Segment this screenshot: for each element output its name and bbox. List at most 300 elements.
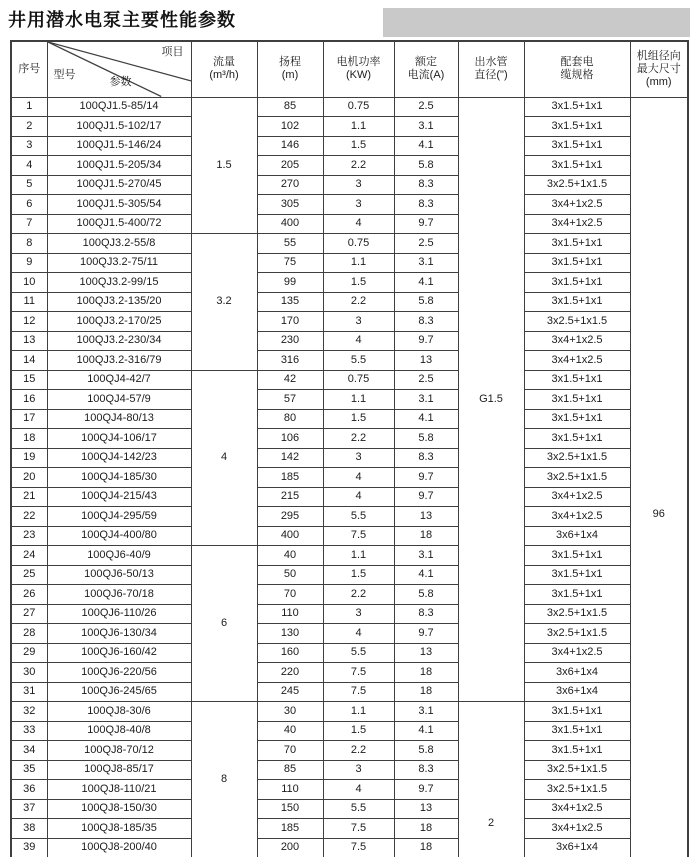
- cell-current: 13: [394, 643, 458, 663]
- cell-cable: 3x2.5+1x1.5: [524, 448, 630, 468]
- header-dim-line1: 机组径向: [636, 49, 681, 62]
- cell-current: 13: [394, 507, 458, 527]
- cell-power: 2.2: [323, 292, 394, 312]
- cell-current: 9.7: [394, 468, 458, 488]
- cell-power: 2.2: [323, 585, 394, 605]
- cell-index: 30: [11, 663, 47, 683]
- cell-power: 1.1: [323, 117, 394, 137]
- cell-cable: 3x2.5+1x1.5: [524, 312, 630, 332]
- cell-index: 39: [11, 838, 47, 857]
- cell-cable: 3x4+1x2.5: [524, 799, 630, 819]
- cell-power: 5.5: [323, 351, 394, 371]
- cell-flow-group: 8: [191, 702, 257, 857]
- cell-power: 7.5: [323, 526, 394, 546]
- cell-power: 2.2: [323, 156, 394, 176]
- cell-cable: 3x4+1x2.5: [524, 819, 630, 839]
- cell-index: 23: [11, 526, 47, 546]
- cell-model: 100QJ4-185/30: [47, 468, 191, 488]
- cell-head: 70: [257, 741, 323, 761]
- cell-model: 100QJ8-185/35: [47, 819, 191, 839]
- cell-cable: 3x4+1x2.5: [524, 507, 630, 527]
- cell-head: 316: [257, 351, 323, 371]
- header-corner-model: 型号: [53, 69, 76, 81]
- table-body: [11, 97, 688, 857]
- performance-table: [10, 40, 689, 857]
- table-row: [11, 526, 688, 546]
- cell-index: 25: [11, 565, 47, 585]
- cell-model: 100QJ3.2-75/11: [47, 253, 191, 273]
- cell-cable: 3x1.5+1x1: [524, 97, 630, 117]
- cell-cable: 3x1.5+1x1: [524, 585, 630, 605]
- cell-index: 24: [11, 546, 47, 566]
- cell-power: 5.5: [323, 799, 394, 819]
- cell-head: 185: [257, 819, 323, 839]
- cell-model: 100QJ3.2-99/15: [47, 273, 191, 293]
- table-row: [11, 702, 688, 722]
- cell-index: 12: [11, 312, 47, 332]
- cell-cable: 3x6+1x4: [524, 838, 630, 857]
- cell-index: 9: [11, 253, 47, 273]
- cell-index: 20: [11, 468, 47, 488]
- cell-current: 8.3: [394, 604, 458, 624]
- cell-model: 100QJ4-142/23: [47, 448, 191, 468]
- cell-head: 99: [257, 273, 323, 293]
- table-row: [11, 838, 688, 857]
- cell-head: 80: [257, 409, 323, 429]
- cell-power: 2.2: [323, 741, 394, 761]
- cell-head: 295: [257, 507, 323, 527]
- cell-head: 85: [257, 760, 323, 780]
- cell-model: 100QJ1.5-400/72: [47, 214, 191, 234]
- cell-index: 10: [11, 273, 47, 293]
- header-flow-line2: (m³/h): [209, 69, 239, 82]
- table-row: [11, 546, 688, 566]
- cell-cable: 3x1.5+1x1: [524, 546, 630, 566]
- cell-model: 100QJ6-130/34: [47, 624, 191, 644]
- cell-head: 230: [257, 331, 323, 351]
- cell-power: 4: [323, 624, 394, 644]
- header-pipe-line2: 直径("): [474, 69, 508, 82]
- cell-head: 305: [257, 195, 323, 215]
- cell-current: 3.1: [394, 702, 458, 722]
- cell-power: 3: [323, 175, 394, 195]
- cell-index: 13: [11, 331, 47, 351]
- cell-current: 4.1: [394, 565, 458, 585]
- table-row: [11, 468, 688, 488]
- table-row: [11, 760, 688, 780]
- cell-model: 100QJ3.2-135/20: [47, 292, 191, 312]
- table-row: [11, 487, 688, 507]
- cell-head: 40: [257, 546, 323, 566]
- cell-index: 31: [11, 682, 47, 702]
- cell-head: 130: [257, 624, 323, 644]
- table-row: [11, 136, 688, 156]
- cell-current: 5.8: [394, 292, 458, 312]
- table-row: [11, 565, 688, 585]
- cell-power: 3: [323, 195, 394, 215]
- cell-cable: 3x2.5+1x1.5: [524, 468, 630, 488]
- max-dimension-value: 96: [652, 507, 665, 520]
- cell-model: 100QJ6-220/56: [47, 663, 191, 683]
- header-head-line2: (m): [281, 69, 299, 82]
- table-row: [11, 312, 688, 332]
- cell-power: 7.5: [323, 819, 394, 839]
- cell-power: 5.5: [323, 643, 394, 663]
- cell-power: 5.5: [323, 507, 394, 527]
- cell-current: 8.3: [394, 195, 458, 215]
- table-row: [11, 780, 688, 800]
- cell-cable: 3x4+1x2.5: [524, 351, 630, 371]
- cell-current: 4.1: [394, 273, 458, 293]
- cell-model: 100QJ6-50/13: [47, 565, 191, 585]
- cell-power: 1.5: [323, 273, 394, 293]
- table-row: [11, 643, 688, 663]
- cell-index: 2: [11, 117, 47, 137]
- cell-head: 50: [257, 565, 323, 585]
- pipe-diameter-value: G1.5: [479, 392, 503, 405]
- cell-pipe-group: [458, 702, 524, 857]
- cell-current: 2.5: [394, 97, 458, 117]
- cell-current: 3.1: [394, 390, 458, 410]
- cell-head: 70: [257, 585, 323, 605]
- cell-model: 100QJ4-295/59: [47, 507, 191, 527]
- cell-current: 5.8: [394, 429, 458, 449]
- cell-index: 37: [11, 799, 47, 819]
- table-row: [11, 234, 688, 254]
- cell-cable: 3x4+1x2.5: [524, 643, 630, 663]
- cell-current: 9.7: [394, 331, 458, 351]
- cell-power: 2.2: [323, 429, 394, 449]
- table-row: [11, 799, 688, 819]
- cell-head: 146: [257, 136, 323, 156]
- header-cable: [524, 41, 630, 97]
- cell-model: 100QJ4-215/43: [47, 487, 191, 507]
- header-power-line2: (KW): [345, 69, 372, 82]
- cell-power: 3: [323, 760, 394, 780]
- cell-head: 400: [257, 526, 323, 546]
- table-row: [11, 292, 688, 312]
- table-row: [11, 156, 688, 176]
- cell-current: 8.3: [394, 448, 458, 468]
- header-cable-line1: 配套电: [560, 56, 594, 69]
- cell-cable: 3x4+1x2.5: [524, 195, 630, 215]
- header-head: [257, 41, 323, 97]
- cell-cable: 3x1.5+1x1: [524, 702, 630, 722]
- cell-cable: 3x1.5+1x1: [524, 117, 630, 137]
- table-row: [11, 214, 688, 234]
- cell-index: 17: [11, 409, 47, 429]
- cell-head: 110: [257, 780, 323, 800]
- cell-head: 220: [257, 663, 323, 683]
- cell-power: 1.5: [323, 409, 394, 429]
- table-row: [11, 721, 688, 741]
- cell-head: 57: [257, 390, 323, 410]
- table-row: [11, 253, 688, 273]
- header-power-line1: 电机功率: [336, 56, 381, 69]
- cell-cable: 3x1.5+1x1: [524, 429, 630, 449]
- header-current-line1: 额定: [415, 56, 437, 69]
- table-row: [11, 624, 688, 644]
- table-row: [11, 663, 688, 683]
- cell-cable: 3x4+1x2.5: [524, 487, 630, 507]
- header-cable-line2: 缆规格: [560, 69, 594, 82]
- cell-current: 18: [394, 838, 458, 857]
- redaction-bar: [383, 8, 690, 37]
- cell-current: 9.7: [394, 780, 458, 800]
- table-row: [11, 741, 688, 761]
- cell-current: 2.5: [394, 370, 458, 390]
- cell-cable: 3x2.5+1x1.5: [524, 604, 630, 624]
- cell-model: 100QJ6-160/42: [47, 643, 191, 663]
- cell-cable: 3x4+1x2.5: [524, 331, 630, 351]
- cell-max-dim: [630, 97, 688, 857]
- cell-head: 205: [257, 156, 323, 176]
- cell-index: 3: [11, 136, 47, 156]
- cell-current: 9.7: [394, 487, 458, 507]
- cell-power: 7.5: [323, 682, 394, 702]
- cell-power: 4: [323, 780, 394, 800]
- cell-head: 160: [257, 643, 323, 663]
- cell-current: 5.8: [394, 156, 458, 176]
- cell-model: 100QJ1.5-305/54: [47, 195, 191, 215]
- cell-index: 18: [11, 429, 47, 449]
- cell-model: 100QJ8-40/8: [47, 721, 191, 741]
- cell-model: 100QJ3.2-316/79: [47, 351, 191, 371]
- pipe-diameter-value: 2: [487, 816, 495, 829]
- cell-head: 185: [257, 468, 323, 488]
- cell-power: 1.1: [323, 702, 394, 722]
- cell-cable: 3x1.5+1x1: [524, 370, 630, 390]
- cell-cable: 3x4+1x2.5: [524, 214, 630, 234]
- table-row: [11, 195, 688, 215]
- cell-model: 100QJ3.2-55/8: [47, 234, 191, 254]
- cell-power: 1.1: [323, 390, 394, 410]
- cell-current: 9.7: [394, 214, 458, 234]
- cell-model: 100QJ1.5-85/14: [47, 97, 191, 117]
- cell-current: 18: [394, 663, 458, 683]
- table-row: [11, 585, 688, 605]
- header-pipe-line1: 出水管: [474, 56, 508, 69]
- header-current: [394, 41, 458, 97]
- header-corner-param: 参数: [109, 76, 132, 88]
- header-dim-line3: (mm): [645, 75, 672, 88]
- cell-power: 3: [323, 448, 394, 468]
- cell-index: 34: [11, 741, 47, 761]
- cell-power: 0.75: [323, 370, 394, 390]
- header-dim: [630, 41, 688, 97]
- cell-model: 100QJ8-200/40: [47, 838, 191, 857]
- cell-index: 8: [11, 234, 47, 254]
- cell-model: 100QJ6-245/65: [47, 682, 191, 702]
- cell-cable: 3x1.5+1x1: [524, 721, 630, 741]
- header-index: [11, 41, 47, 97]
- header-dim-line2: 最大尺寸: [636, 62, 681, 75]
- cell-head: 150: [257, 799, 323, 819]
- table-row: [11, 390, 688, 410]
- header-corner-item: 项目: [161, 46, 184, 58]
- cell-index: 14: [11, 351, 47, 371]
- cell-model: 100QJ6-110/26: [47, 604, 191, 624]
- cell-head: 106: [257, 429, 323, 449]
- cell-model: 100QJ3.2-230/34: [47, 331, 191, 351]
- cell-index: 38: [11, 819, 47, 839]
- cell-cable: 3x1.5+1x1: [524, 156, 630, 176]
- cell-cable: 3x2.5+1x1.5: [524, 780, 630, 800]
- cell-index: 5: [11, 175, 47, 195]
- cell-model: 100QJ8-30/6: [47, 702, 191, 722]
- cell-current: 8.3: [394, 760, 458, 780]
- cell-current: 2.5: [394, 234, 458, 254]
- cell-power: 3: [323, 312, 394, 332]
- cell-power: 1.5: [323, 721, 394, 741]
- cell-pipe-group: [458, 97, 524, 702]
- cell-current: 8.3: [394, 175, 458, 195]
- table-row: [11, 409, 688, 429]
- cell-head: 200: [257, 838, 323, 857]
- cell-model: 100QJ4-57/9: [47, 390, 191, 410]
- cell-power: 4: [323, 331, 394, 351]
- cell-power: 7.5: [323, 838, 394, 857]
- cell-current: 4.1: [394, 721, 458, 741]
- cell-current: 9.7: [394, 624, 458, 644]
- cell-current: 8.3: [394, 312, 458, 332]
- cell-power: 1.5: [323, 565, 394, 585]
- cell-head: 102: [257, 117, 323, 137]
- cell-head: 400: [257, 214, 323, 234]
- cell-power: 7.5: [323, 663, 394, 683]
- cell-head: 110: [257, 604, 323, 624]
- cell-index: 36: [11, 780, 47, 800]
- cell-model: 100QJ6-40/9: [47, 546, 191, 566]
- cell-index: 33: [11, 721, 47, 741]
- cell-index: 15: [11, 370, 47, 390]
- cell-power: 1.1: [323, 546, 394, 566]
- cell-model: 100QJ8-70/12: [47, 741, 191, 761]
- cell-current: 18: [394, 682, 458, 702]
- table-row: [11, 175, 688, 195]
- cell-current: 5.8: [394, 585, 458, 605]
- cell-head: 75: [257, 253, 323, 273]
- cell-current: 18: [394, 526, 458, 546]
- table-row: [11, 97, 688, 117]
- cell-model: 100QJ4-80/13: [47, 409, 191, 429]
- cell-power: 4: [323, 214, 394, 234]
- cell-index: 1: [11, 97, 47, 117]
- cell-model: 100QJ8-110/21: [47, 780, 191, 800]
- cell-cable: 3x2.5+1x1.5: [524, 760, 630, 780]
- table-row: [11, 429, 688, 449]
- cell-cable: 3x1.5+1x1: [524, 136, 630, 156]
- cell-index: 7: [11, 214, 47, 234]
- cell-cable: 3x1.5+1x1: [524, 390, 630, 410]
- cell-index: 16: [11, 390, 47, 410]
- cell-cable: 3x6+1x4: [524, 526, 630, 546]
- cell-model: 100QJ4-400/80: [47, 526, 191, 546]
- cell-index: 19: [11, 448, 47, 468]
- cell-head: 215: [257, 487, 323, 507]
- cell-current: 3.1: [394, 546, 458, 566]
- cell-model: 100QJ4-106/17: [47, 429, 191, 449]
- header-flow-line1: 流量: [213, 56, 235, 69]
- table-row: [11, 448, 688, 468]
- cell-cable: 3x1.5+1x1: [524, 273, 630, 293]
- cell-head: 40: [257, 721, 323, 741]
- cell-model: 100QJ1.5-146/24: [47, 136, 191, 156]
- cell-index: 35: [11, 760, 47, 780]
- page-title: 井用潜水电泵主要性能参数: [8, 10, 236, 30]
- cell-model: 100QJ8-150/30: [47, 799, 191, 819]
- cell-model: 100QJ3.2-170/25: [47, 312, 191, 332]
- cell-model: 100QJ4-42/7: [47, 370, 191, 390]
- cell-index: 11: [11, 292, 47, 312]
- header-flow: [191, 41, 257, 97]
- cell-power: 4: [323, 468, 394, 488]
- cell-current: 3.1: [394, 253, 458, 273]
- cell-head: 270: [257, 175, 323, 195]
- header-index-label: 序号: [18, 62, 41, 75]
- cell-model: 100QJ1.5-270/45: [47, 175, 191, 195]
- cell-current: 13: [394, 799, 458, 819]
- table-row: [11, 273, 688, 293]
- table-row: [11, 819, 688, 839]
- cell-power: 4: [323, 487, 394, 507]
- header-power: [323, 41, 394, 97]
- table-row: [11, 117, 688, 137]
- cell-head: 85: [257, 97, 323, 117]
- cell-cable: 3x1.5+1x1: [524, 741, 630, 761]
- cell-flow-group: 4: [191, 370, 257, 546]
- cell-index: 29: [11, 643, 47, 663]
- cell-index: 4: [11, 156, 47, 176]
- cell-power: 0.75: [323, 234, 394, 254]
- cell-current: 3.1: [394, 117, 458, 137]
- cell-cable: 3x1.5+1x1: [524, 253, 630, 273]
- cell-cable: 3x1.5+1x1: [524, 292, 630, 312]
- cell-head: 245: [257, 682, 323, 702]
- cell-cable: 3x1.5+1x1: [524, 234, 630, 254]
- cell-index: 32: [11, 702, 47, 722]
- cell-index: 26: [11, 585, 47, 605]
- cell-flow-group: 6: [191, 546, 257, 702]
- table-row: [11, 682, 688, 702]
- cell-model: 100QJ8-85/17: [47, 760, 191, 780]
- cell-head: 142: [257, 448, 323, 468]
- cell-head: 170: [257, 312, 323, 332]
- cell-head: 30: [257, 702, 323, 722]
- cell-index: 28: [11, 624, 47, 644]
- cell-index: 22: [11, 507, 47, 527]
- header-current-line2: 电流(A): [407, 69, 445, 82]
- table-row: [11, 370, 688, 390]
- cell-power: 1.5: [323, 136, 394, 156]
- cell-index: 21: [11, 487, 47, 507]
- table-row: [11, 507, 688, 527]
- table-row: [11, 331, 688, 351]
- cell-head: 42: [257, 370, 323, 390]
- cell-current: 4.1: [394, 136, 458, 156]
- cell-current: 13: [394, 351, 458, 371]
- header-pipe: [458, 41, 524, 97]
- cell-head: 135: [257, 292, 323, 312]
- cell-model: 100QJ1.5-102/17: [47, 117, 191, 137]
- cell-flow-group: 1.5: [191, 97, 257, 234]
- cell-cable: 3x6+1x4: [524, 663, 630, 683]
- cell-model: 100QJ1.5-205/34: [47, 156, 191, 176]
- cell-cable: 3x2.5+1x1.5: [524, 175, 630, 195]
- cell-current: 4.1: [394, 409, 458, 429]
- cell-flow-group: 3.2: [191, 234, 257, 371]
- cell-index: 27: [11, 604, 47, 624]
